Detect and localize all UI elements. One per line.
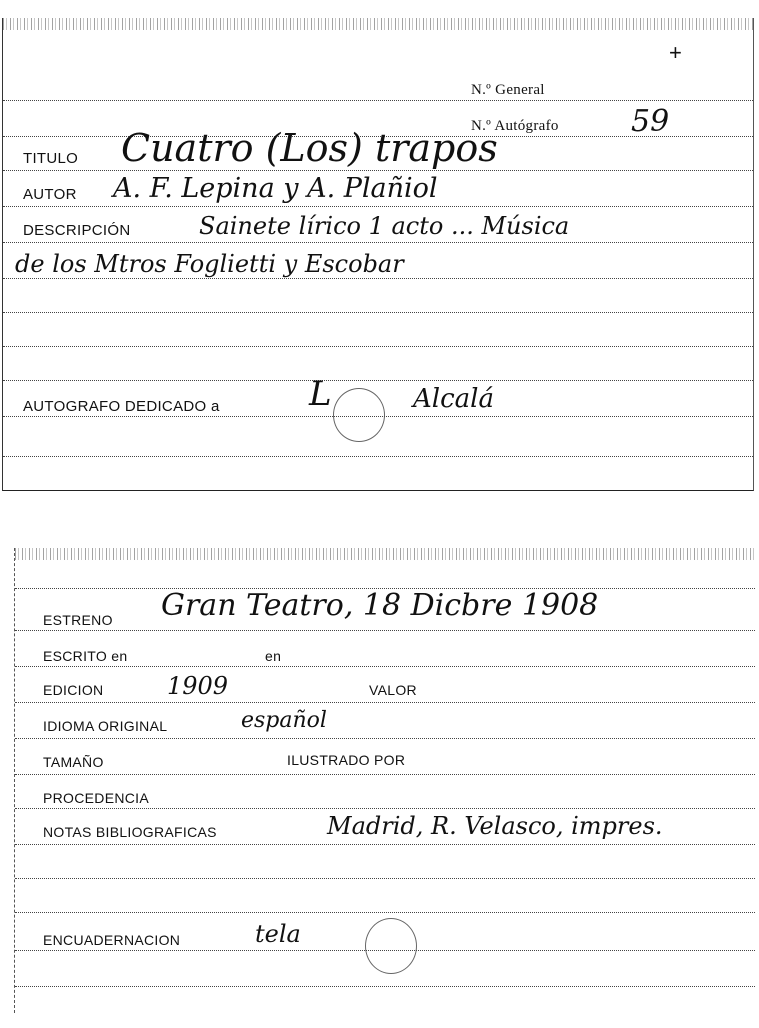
punch-hole xyxy=(365,918,417,974)
rule xyxy=(15,738,755,739)
titulo-label: TITULO xyxy=(23,150,79,167)
titulo-value: Cuatro (Los) trapos xyxy=(121,126,498,170)
n-general-label: N.º General xyxy=(471,82,545,98)
rule xyxy=(15,666,755,667)
escrito-en-label: en xyxy=(265,648,282,664)
card-edge-texture xyxy=(3,18,753,30)
dedicado-value-initial: L xyxy=(309,374,332,414)
rule xyxy=(15,950,755,951)
idioma-value: español xyxy=(241,708,327,733)
rule xyxy=(3,206,753,207)
rule xyxy=(3,100,753,101)
rule xyxy=(3,278,753,279)
rule xyxy=(3,456,753,457)
plus-mark: + xyxy=(669,40,682,65)
edicion-value: 1909 xyxy=(167,672,229,700)
rule xyxy=(15,912,755,913)
dedicado-value: Alcalá xyxy=(413,384,494,414)
descripcion-value-2: de los Mtros Foglietti y Escobar xyxy=(15,250,404,278)
autor-label: AUTOR xyxy=(23,186,77,203)
dedicado-label: AUTOGRAFO DEDICADO a xyxy=(23,398,220,415)
descripcion-value-1: Sainete lírico 1 acto ... Música xyxy=(199,212,570,240)
descripcion-label: DESCRIPCIÓN xyxy=(23,222,131,239)
rule xyxy=(15,878,755,879)
rule xyxy=(3,380,753,381)
n-autografo-label: N.º Autógrafo xyxy=(471,118,559,134)
rule xyxy=(3,416,753,417)
rule xyxy=(15,774,755,775)
punch-hole xyxy=(333,388,385,442)
rule xyxy=(3,170,753,171)
estreno-value: Gran Teatro, 18 Dicbre 1908 xyxy=(161,588,599,623)
ilustrado-label: ILUSTRADO POR xyxy=(287,752,406,768)
catalog-card-top xyxy=(2,18,754,491)
estreno-label: ESTRENO xyxy=(43,612,113,628)
rule xyxy=(15,630,755,631)
card-edge-texture xyxy=(15,548,755,560)
n-autografo-value: 59 xyxy=(631,104,670,139)
rule xyxy=(15,986,755,987)
rule xyxy=(15,844,755,845)
catalog-card-bottom xyxy=(14,548,755,1013)
tamano-label: TAMAÑO xyxy=(43,754,104,770)
escrito-label: ESCRITO en xyxy=(43,648,128,664)
valor-label: VALOR xyxy=(369,682,417,698)
rule xyxy=(15,808,755,809)
edicion-label: EDICION xyxy=(43,682,104,698)
rule xyxy=(3,312,753,313)
rule xyxy=(3,242,753,243)
autor-value: A. F. Lepina y A. Plañiol xyxy=(113,173,438,204)
idioma-label: IDIOMA ORIGINAL xyxy=(43,718,168,734)
notas-value: Madrid, R. Velasco, impres. xyxy=(327,812,663,840)
encuadernacion-label: ENCUADERNACION xyxy=(43,932,181,948)
procedencia-label: PROCEDENCIA xyxy=(43,790,149,806)
rule xyxy=(3,346,753,347)
rule xyxy=(15,702,755,703)
encuadernacion-value: tela xyxy=(255,920,301,948)
notas-label: NOTAS BIBLIOGRAFICAS xyxy=(43,824,217,840)
